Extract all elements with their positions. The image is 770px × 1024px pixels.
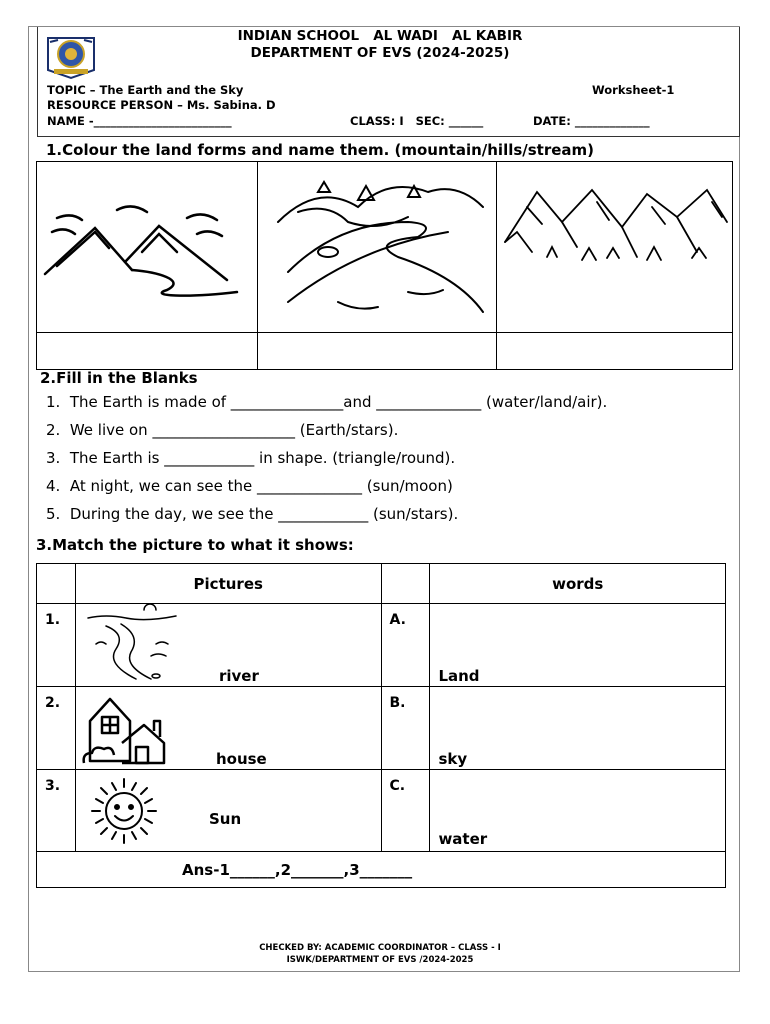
answer-line[interactable]: Ans-1______,2_______,3_______ — [37, 852, 726, 888]
q2-title: 2.Fill in the Blanks — [40, 369, 198, 387]
fill-item-5[interactable]: 5. During the day, we see the ____________ (sun/stars). — [46, 505, 459, 523]
row-letter: B. — [381, 687, 430, 770]
word-label: water — [438, 830, 488, 848]
fill-item-2[interactable]: 2. We live on ___________________ (Earth/stars). — [46, 421, 399, 439]
footer-department: ISWK/DEPARTMENT OF EVS /2024-2025 — [286, 955, 474, 965]
topic-text: TOPIC – The Earth and the Sky — [47, 83, 244, 97]
river-icon — [86, 604, 181, 684]
word-cell — [430, 687, 726, 770]
class-sec-field[interactable]: CLASS: I SEC: ______ — [350, 114, 484, 128]
word-label: sky — [438, 750, 468, 768]
picture-label: Sun — [208, 810, 242, 828]
footer — [180, 942, 580, 966]
landform-cell-1 — [37, 162, 258, 333]
landform-name-3[interactable] — [497, 333, 733, 370]
landform-cell-2 — [258, 162, 497, 333]
worksheet-label: Worksheet-1 — [592, 83, 675, 97]
school-heading — [180, 28, 580, 62]
department-name: DEPARTMENT OF EVS (2024-2025) — [250, 45, 510, 61]
pictures-header: Pictures — [75, 564, 381, 604]
picture-cell — [75, 770, 381, 852]
row-letter: C. — [381, 770, 430, 852]
picture-cell — [75, 687, 381, 770]
landform-cell-3 — [497, 162, 733, 333]
date-field[interactable]: DATE: _____________ — [533, 114, 650, 128]
landforms-table — [36, 161, 733, 370]
picture-cell — [75, 604, 381, 687]
table-row — [37, 770, 726, 852]
resource-person-text: RESOURCE PERSON – Ms. Sabina. D — [47, 98, 276, 112]
word-cell — [430, 604, 726, 687]
q3-title: 3.Match the picture to what it shows: — [36, 536, 354, 554]
row-number: 1. — [37, 604, 76, 687]
row-number: 3. — [37, 770, 76, 852]
table-row — [37, 604, 726, 687]
hills-stream-icon — [258, 162, 496, 328]
house-icon — [82, 691, 172, 769]
school-logo-icon — [44, 32, 98, 80]
picture-label: house — [215, 750, 267, 768]
school-name: INDIAN SCHOOL AL WADI AL KABIR — [237, 28, 523, 44]
mountains-icon — [37, 162, 257, 328]
word-label: Land — [438, 667, 480, 685]
landform-name-2[interactable] — [258, 333, 497, 370]
words-header: words — [430, 564, 726, 604]
q1-title: 1.Colour the land forms and name them. (mountain/hills/stream) — [46, 141, 595, 159]
row-number: 2. — [37, 687, 76, 770]
mountain-range-icon — [497, 162, 732, 328]
table-row — [37, 687, 726, 770]
picture-label: river — [218, 667, 259, 685]
sun-icon — [86, 773, 162, 849]
fill-item-4[interactable]: 4. At night, we can see the ______________ (sun/moon) — [46, 477, 453, 495]
fill-item-3[interactable]: 3. The Earth is ____________ in shape. (triangle/round). — [46, 449, 456, 467]
name-field[interactable]: NAME -________________________ — [47, 114, 232, 128]
row-letter: A. — [381, 604, 430, 687]
word-cell — [430, 770, 726, 852]
landform-name-1[interactable] — [37, 333, 258, 370]
match-table — [36, 563, 726, 888]
footer-checked-by: CHECKED BY: ACADEMIC COORDINATOR – CLASS - I — [259, 943, 501, 953]
fill-item-1[interactable]: 1. The Earth is made of _______________and ______________ (water/land/air). — [46, 393, 608, 411]
fill-blanks-list — [46, 388, 607, 528]
